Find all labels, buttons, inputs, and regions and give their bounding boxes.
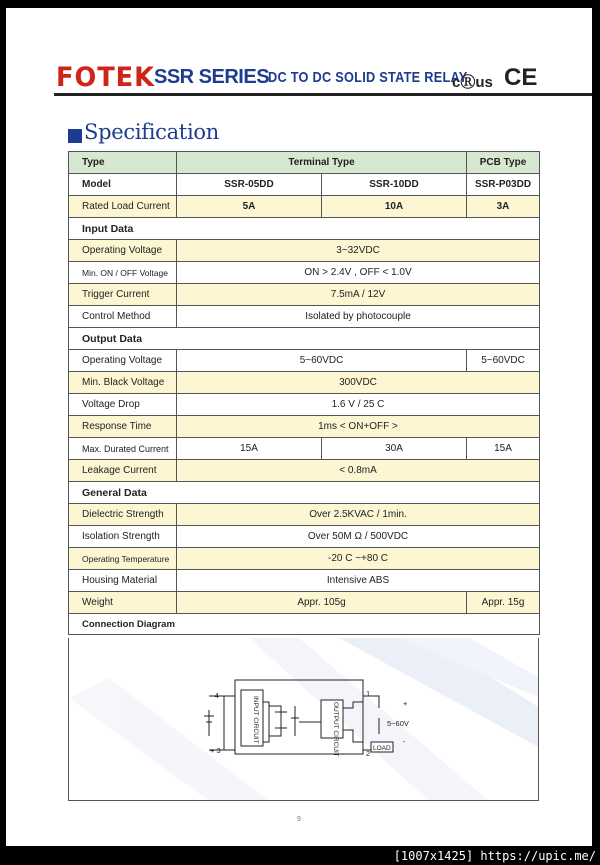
- brand-logo: FOTEK: [56, 62, 155, 93]
- cell-value: SSR-05DD: [177, 174, 322, 196]
- pin-2-label: 2: [366, 749, 371, 758]
- supply-voltage-label: 5~60V: [387, 719, 409, 728]
- row-label: Min. Black Voltage: [69, 372, 177, 394]
- section-heading-text: Specification: [84, 120, 219, 144]
- row-label: Model: [69, 174, 177, 196]
- specification-table: [68, 151, 540, 635]
- table-row: [69, 460, 540, 482]
- image-size-watermark: [1007x1425] https://upic.me/: [393, 849, 596, 863]
- terminal-type-header: Terminal Type: [177, 152, 467, 174]
- row-label: Min. ON / OFF Voltage: [69, 262, 177, 284]
- table-row: [69, 416, 540, 438]
- input-data-heading: Input Data: [69, 218, 540, 240]
- row-label: Rated Load Current: [69, 196, 177, 218]
- cell-value: 3A: [467, 196, 540, 218]
- section-row: [69, 218, 540, 240]
- table-row: [69, 284, 540, 306]
- background-streaks: [69, 638, 539, 801]
- table-row: [69, 504, 540, 526]
- table-row: [69, 372, 540, 394]
- table-row: [69, 240, 540, 262]
- datasheet-page: [6, 8, 592, 846]
- cell-value: Intensive ABS: [177, 570, 540, 592]
- cell-value: SSR-10DD: [322, 174, 467, 196]
- table-row: [69, 592, 540, 614]
- table-row: [69, 394, 540, 416]
- connection-diagram: [68, 638, 539, 801]
- cell-value: 15A: [467, 438, 540, 460]
- row-label: Leakage Current: [69, 460, 177, 482]
- table-row: [69, 526, 540, 548]
- table-row: [69, 196, 540, 218]
- series-title: SSR SERIES: [154, 66, 270, 88]
- ul-mark-icon: cⓇus: [452, 74, 493, 91]
- row-label: Max. Durated Current: [69, 438, 177, 460]
- table-row: [69, 570, 540, 592]
- table-row: [69, 350, 540, 372]
- cell-value: Appr. 15g: [467, 592, 540, 614]
- ce-mark-icon: CE: [504, 64, 538, 91]
- wiring-diagram-svg: [69, 638, 539, 801]
- cell-value: 15A: [177, 438, 322, 460]
- cell-value: 300VDC: [177, 372, 540, 394]
- cell-value: Isolated by photocouple: [177, 306, 540, 328]
- output-data-heading: Output Data: [69, 328, 540, 350]
- cell-value: Over 50M Ω / 500VDC: [177, 526, 540, 548]
- connection-diagram-heading: Connection Diagram: [69, 614, 540, 635]
- plus-label: +: [403, 699, 408, 708]
- cell-value: 10A: [322, 196, 467, 218]
- row-label: Operating Voltage: [69, 240, 177, 262]
- section-row: [69, 328, 540, 350]
- row-label: Housing Material: [69, 570, 177, 592]
- table-header-row: [69, 152, 540, 174]
- section-row: [69, 614, 540, 635]
- cell-value: < 0.8mA: [177, 460, 540, 482]
- pin-3-label: + 3: [210, 746, 221, 755]
- cell-value: SSR-P03DD: [467, 174, 540, 196]
- cell-value: 3~32VDC: [177, 240, 540, 262]
- row-label: Control Method: [69, 306, 177, 328]
- table-row: [69, 306, 540, 328]
- row-label: Isolation Strength: [69, 526, 177, 548]
- cell-value: 5~60VDC: [177, 350, 467, 372]
- cell-value: Over 2.5KVAC / 1min.: [177, 504, 540, 526]
- cell-value: -20 C ~+80 C: [177, 548, 540, 570]
- input-circuit-label: INPUT CIRCUIT: [252, 696, 259, 744]
- header-rule: [54, 93, 592, 96]
- row-label: Weight: [69, 592, 177, 614]
- cell-value: 30A: [322, 438, 467, 460]
- output-circuit-label: OUTPUT CIRCUIT: [332, 702, 339, 757]
- row-label: Trigger Current: [69, 284, 177, 306]
- pin-1-label: 1: [366, 689, 371, 698]
- cell-value: ON > 2.4V , OFF < 1.0V: [177, 262, 540, 284]
- table-row: [69, 262, 540, 284]
- row-label: Response Time: [69, 416, 177, 438]
- general-data-heading: General Data: [69, 482, 540, 504]
- cell-value: 1.6 V / 25 C: [177, 394, 540, 416]
- row-label: Operating Temperature: [69, 548, 177, 570]
- cell-value: Appr. 105g: [177, 592, 467, 614]
- product-subtitle: DC TO DC SOLID STATE RELAY: [268, 69, 468, 86]
- page-number: 9: [297, 816, 301, 823]
- minus-label: -: [403, 737, 406, 746]
- table-row: [69, 174, 540, 196]
- pin-4-label: - 4: [210, 691, 219, 700]
- section-row: [69, 482, 540, 504]
- table-row: [69, 438, 540, 460]
- square-bullet-icon: [68, 129, 82, 143]
- table-row: [69, 548, 540, 570]
- load-label: LOAD: [373, 745, 391, 752]
- cell-value: 1ms < ON+OFF >: [177, 416, 540, 438]
- row-label: Dielectric Strength: [69, 504, 177, 526]
- type-header: Type: [69, 152, 177, 174]
- cell-value: 7.5mA / 12V: [177, 284, 540, 306]
- cell-value: 5A: [177, 196, 322, 218]
- row-label: Voltage Drop: [69, 394, 177, 416]
- pcb-type-header: PCB Type: [467, 152, 540, 174]
- row-label: Operating Voltage: [69, 350, 177, 372]
- cell-value: 5~60VDC: [467, 350, 540, 372]
